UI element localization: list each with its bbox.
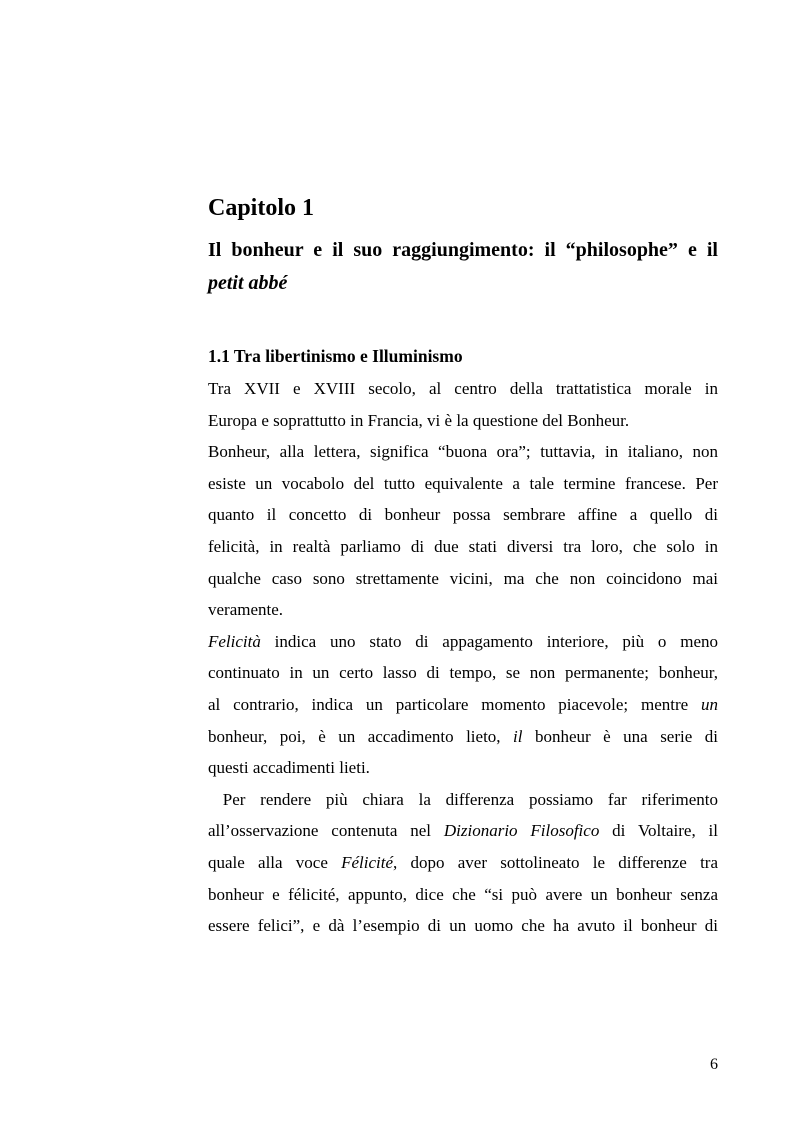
text-line: esiste un vocabolo del tutto equivalente a tale termine francese. Per — [208, 473, 718, 493]
paragraph-1 — [208, 373, 718, 436]
text-line: qualche caso sono strettamente vicini, ma che non coincidono mai — [208, 568, 718, 588]
paragraph-2 — [208, 436, 718, 626]
text-line — [208, 815, 718, 847]
text-line: Europa e soprattutto in Francia, vi è la questione del Bonheur. — [208, 410, 630, 430]
text-line: bonheur e félicité, appunto, dice che “si può avere un bonheur senza — [208, 884, 718, 904]
text-line: continuato in un certo lasso di tempo, se non permanente; bonheur, — [208, 663, 718, 683]
text-line: Per rendere più chiara la differenza possiamo far riferimento — [208, 789, 718, 809]
text-line — [208, 721, 718, 753]
chapter-title-italic: petit abbé — [208, 272, 288, 294]
chapter-title — [208, 234, 718, 300]
text-line — [208, 689, 718, 721]
chapter-label: Capitolo 1 — [208, 195, 315, 221]
paragraph-3 — [208, 626, 718, 784]
text-line: felicità, in realtà parliamo di due stati diversi tra loro, che solo in — [208, 536, 718, 556]
text-line: quanto il concetto di bonheur possa sembrare affine a quello di — [208, 505, 718, 525]
text-run: di Voltaire, il — [599, 821, 718, 841]
text-run: al contrario, indica un particolare momento piacevole; mentre — [208, 694, 701, 714]
italic-term-felicite: Félicité — [341, 852, 394, 872]
text-run: bonheur è una serie di — [522, 726, 718, 746]
page-number: 6 — [710, 1056, 718, 1073]
text-line — [208, 847, 718, 879]
text-line — [208, 626, 718, 658]
text-line: Tra XVII e XVIII secolo, al centro della trattatistica morale in — [208, 379, 718, 398]
body-text — [208, 373, 718, 942]
text-run: bonheur, poi, è un accadimento lieto, — [208, 726, 514, 746]
text-line: Bonheur, alla lettera, significa “buona ora”; tuttavia, in italiano, non — [208, 442, 718, 462]
chapter-title-line-1: Il bonheur e il suo raggiungimento: il “philosophe” e il — [208, 239, 718, 261]
text-line: essere felici”, e dà l’esempio di un uomo che ha avuto il bonheur di — [208, 916, 718, 936]
chapter-title-line-2 — [208, 267, 718, 300]
text-run: , dopo aver sottolineato le differenze tra — [393, 852, 718, 872]
italic-term-il: il — [513, 726, 523, 746]
text-line: veramente. — [208, 600, 284, 620]
italic-term-un: un — [701, 694, 718, 714]
text-run: quale alla voce — [208, 852, 342, 872]
text-line: questi accadimenti lieti. — [208, 758, 370, 778]
section-title: 1.1 Tra libertinismo e Illuminismo — [208, 346, 463, 366]
text-run: all’osservazione contenuta nel — [208, 821, 444, 841]
text-run: indica uno stato di appagamento interiore, più o meno — [260, 631, 718, 651]
italic-title-dizionario: Dizionario Filosofico — [443, 821, 600, 841]
italic-term-felicita: Felicità — [208, 631, 261, 651]
paragraph-4 — [208, 784, 718, 942]
